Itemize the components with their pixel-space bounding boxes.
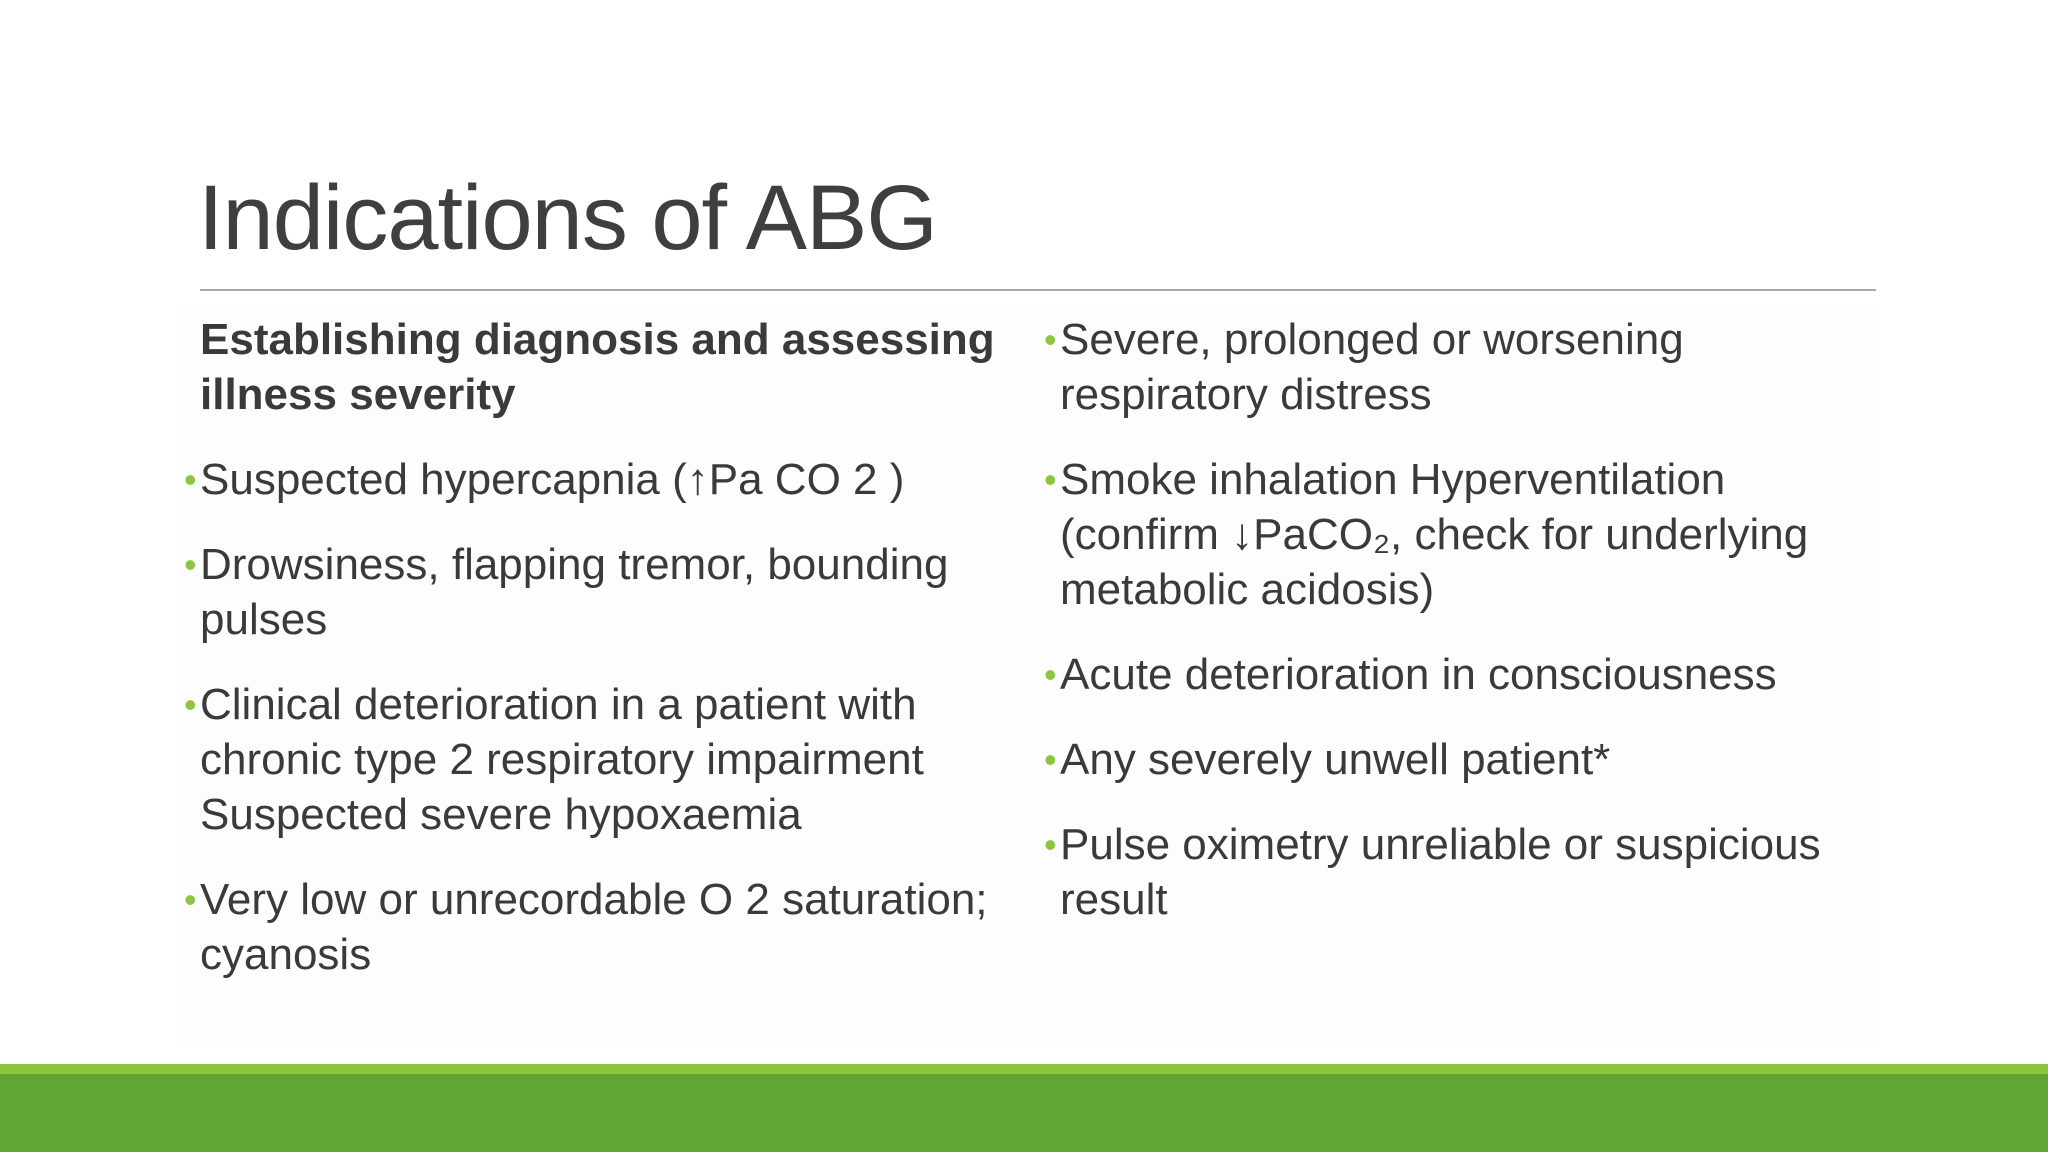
- bullet-icon: •: [184, 459, 197, 500]
- list-item-text: Pulse oximetry unreliable or suspicious result: [1060, 820, 1821, 924]
- list-item-text: Very low or unrecordable O 2 saturation; cyanosis: [200, 875, 988, 979]
- list-item-text: Acute deterioration in consciousness: [1060, 650, 1777, 699]
- title-divider: [200, 289, 1876, 291]
- bullet-icon: •: [184, 684, 197, 725]
- list-item: [184, 452, 1030, 507]
- bullet-icon: •: [1044, 654, 1057, 695]
- bullet-icon: •: [184, 879, 197, 920]
- right-column: [1044, 312, 1890, 957]
- list-item: [1044, 647, 1890, 702]
- list-item: [184, 537, 1030, 647]
- bullet-icon: •: [184, 544, 197, 585]
- list-item-text: Suspected hypercapnia (↑Pa CO 2 ): [200, 455, 905, 504]
- bullet-icon: •: [1044, 459, 1057, 500]
- left-column: [184, 312, 1030, 1012]
- list-item-text: Severe, prolonged or worsening respiratory distress: [1060, 315, 1684, 419]
- list-item: [1044, 312, 1890, 422]
- footer-accent-stripe: [0, 1064, 2048, 1074]
- bullet-icon: •: [1044, 319, 1057, 360]
- list-item: [1044, 452, 1890, 617]
- list-item: [184, 677, 1030, 842]
- list-item-text: Clinical deterioration in a patient with chronic type 2 respiratory impairment Suspected severe hypoxaemia: [200, 680, 924, 839]
- list-item: [1044, 732, 1890, 787]
- footer-bar: [0, 1074, 2048, 1152]
- list-item-text: Smoke inhalation Hyperventilation (confirm ↓PaCO₂, check for underlying metabolic acidosis): [1060, 455, 1809, 614]
- left-column-heading: Establishing diagnosis and assessing illness severity: [200, 315, 995, 419]
- bullet-icon: •: [1044, 739, 1057, 780]
- list-item-text: Drowsiness, flapping tremor, bounding pulses: [200, 540, 949, 644]
- list-item: [184, 872, 1030, 982]
- list-item-text: Any severely unwell patient*: [1060, 735, 1611, 784]
- bullet-icon: •: [1044, 824, 1057, 865]
- list-item: [1044, 817, 1890, 927]
- slide-title: Indications of ABG: [198, 167, 937, 269]
